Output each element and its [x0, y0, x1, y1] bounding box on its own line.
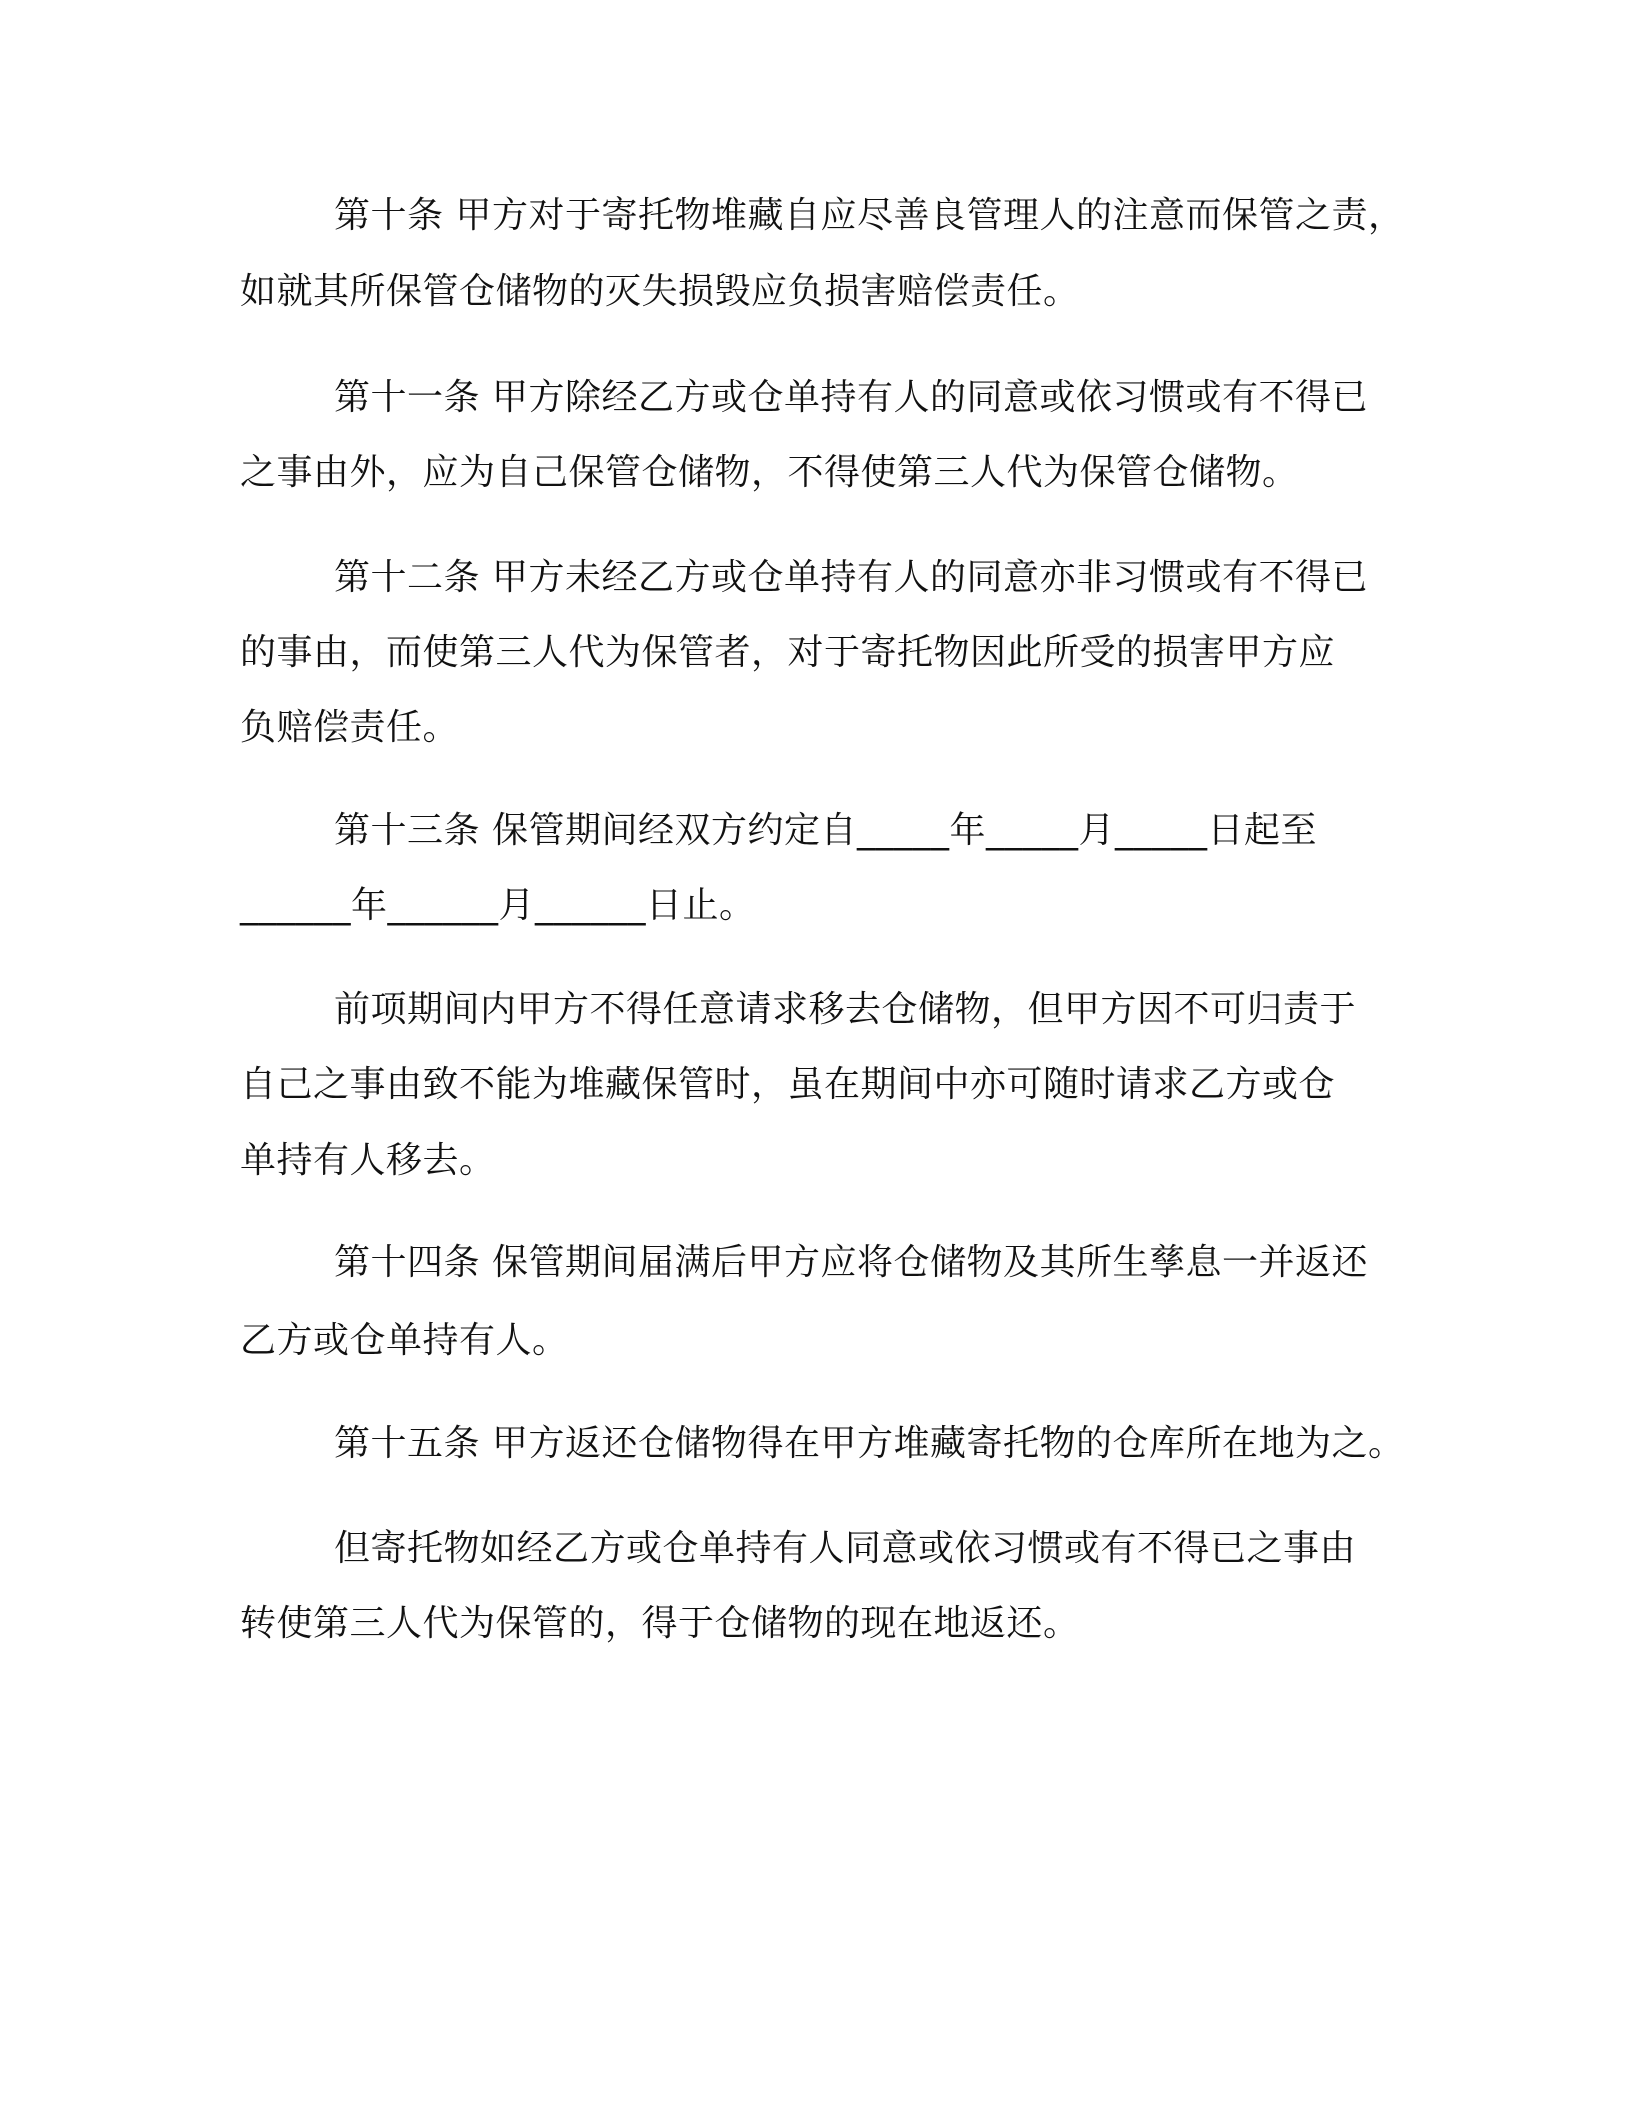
article-13-line-2: ______年______月______日止。 — [240, 885, 756, 926]
article-10-line-1: 第十条 甲方对于寄托物堆藏自应尽善良管理人的注意而保管之责， — [334, 195, 1405, 236]
article-13-line-1: 第十三条 保管期间经双方约定自_____年_____月_____日起至 — [334, 810, 1317, 851]
article-15-clause-line-2: 转使第三人代为保管的，得于仓储物的现在地返还。 — [240, 1603, 1080, 1644]
article-12-line-3: 负赔偿责任。 — [240, 707, 460, 748]
article-15-clause-line-1: 但寄托物如经乙方或仓单持有人同意或依习惯或有不得已之事由 — [334, 1528, 1357, 1569]
article-10-line-2: 如就其所保管仓储物的灭失损毁应负损害赔偿责任。 — [240, 271, 1080, 312]
article-14-line-2: 乙方或仓单持有人。 — [240, 1320, 569, 1361]
article-11-line-1: 第十一条 甲方除经乙方或仓单持有人的同意或依习惯或有不得已 — [334, 377, 1368, 418]
article-12-line-2: 的事由，而使第三人代为保管者，对于寄托物因此所受的损害甲方应 — [240, 632, 1336, 673]
article-13-clause-line-2: 自己之事由致不能为堆藏保管时，虽在期间中亦可随时请求乙方或仓 — [240, 1064, 1336, 1105]
article-13-clause-line-3: 单持有人移去。 — [240, 1140, 496, 1181]
article-15-line-1: 第十五条 甲方返还仓储物得在甲方堆藏寄托物的仓库所在地为之。 — [334, 1423, 1405, 1464]
article-12-line-1: 第十二条 甲方未经乙方或仓单持有人的同意亦非习惯或有不得已 — [334, 557, 1368, 598]
article-14-line-1: 第十四条 保管期间届满后甲方应将仓储物及其所生孳息一并返还 — [334, 1242, 1368, 1283]
article-13-clause-line-1: 前项期间内甲方不得任意请求移去仓储物，但甲方因不可归责于 — [334, 989, 1357, 1030]
article-11-line-2: 之事由外，应为自己保管仓储物，不得使第三人代为保管仓储物。 — [240, 452, 1299, 493]
